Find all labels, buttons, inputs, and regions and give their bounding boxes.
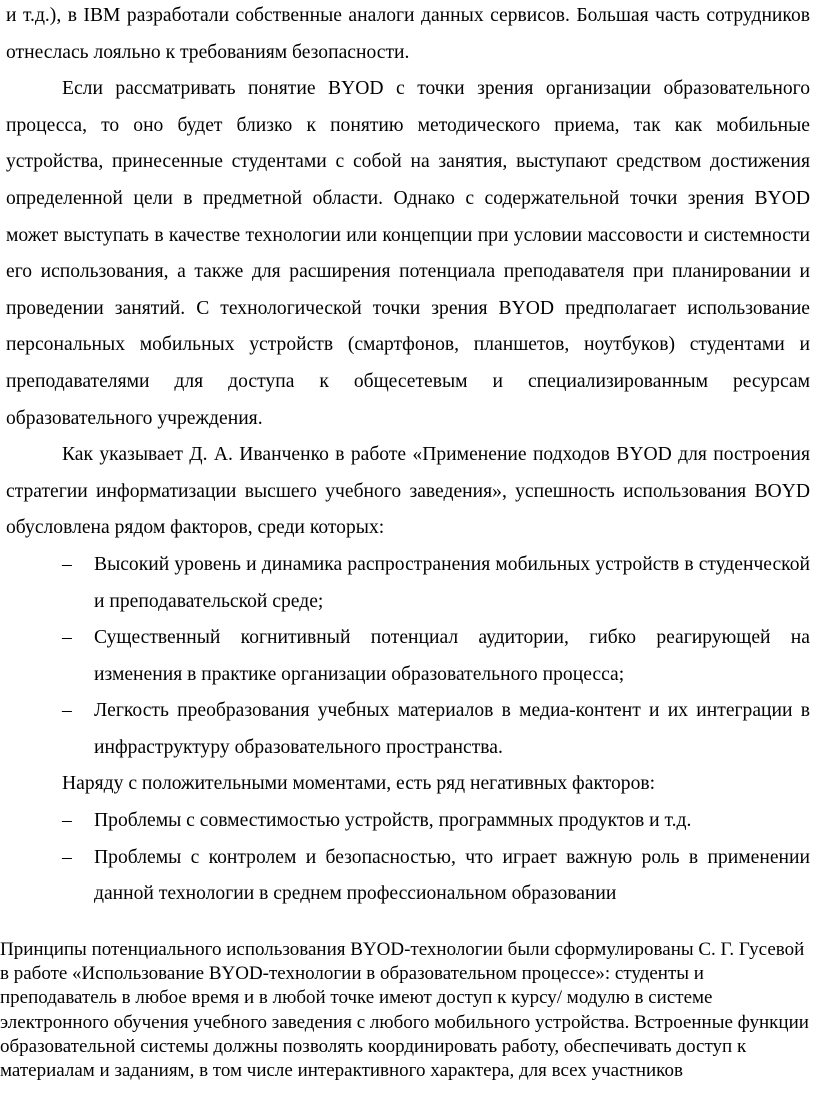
paragraph-ibm-continuation: и т.д.), в IBM разработали собственные аналоги данных сервисов. Большая часть сотрудников отнеслась лояльно к требованиям безопасности. [6, 5, 810, 63]
list-item-text: Проблемы с контролем и безопасностью, что играет важную роль в применении данной технологии в среднем профессиональном образовании [94, 846, 810, 905]
list-item [6, 803, 810, 840]
main-text-block [6, 0, 810, 913]
negative-factors-list [6, 803, 810, 913]
dash-marker: – [62, 846, 72, 868]
positive-factors-list [6, 547, 810, 767]
paragraph-ivanchenko: Как указывает Д. А. Иванченко в работе «Применение подходов BYOD для построения стратегии информатизации высшего учебного заведения», успешность использования BOYD обусловлена рядом факторов, среди которых: [6, 444, 810, 539]
dash-marker: – [62, 700, 72, 722]
paragraph-guseva-principles: Принципы потенциального использования BYOD-технологии были сформулированы С. Г. Гусевой в работе «Использование BYOD-технологии в образовательном процессе»: студенты и преподаватель в любое время и в любой точке имеют доступ к курсу/ модулю в системе электронного обучения учебного заведения с любого мобильного устройства. Встроенные функции образовательной системы должны позволять координировать работу, обеспечивать доступ к материалам и заданиям, в том числе интерактивного характера, для всех участников [0, 939, 809, 1082]
list-item-text: Проблемы с совместимостью устройств, программных продуктов и т.д. [94, 810, 692, 832]
tail-text-block [0, 938, 812, 1083]
dash-marker: – [62, 627, 72, 649]
list-item-text: Высокий уровень и динамика распространения мобильных устройств в студенческой и преподавательской среде; [94, 553, 810, 612]
list-item [6, 693, 810, 766]
list-item [6, 840, 810, 913]
list-item [6, 547, 810, 620]
list-item [6, 620, 810, 693]
dash-marker: – [62, 810, 72, 832]
list-item-text: Существенный когнитивный потенциал аудитории, гибко реагирующей на изменения в практике организации образовательного процесса; [94, 627, 810, 685]
paragraph-negative-intro: Наряду с положительными моментами, есть ряд негативных факторов: [62, 773, 656, 795]
dash-marker: – [62, 553, 72, 575]
paragraph-byod-concept: Если рассматривать понятие BYOD с точки зрения организации образовательного процесса, то оно будет близко к понятию методического приема, так как мобильные устройства, принесенные студентами с собой на занятия, выступают средством достижения определенной цели в предметной области. Однако с содержательной точки зрения BYOD может выступать в качестве технологии или концепции при условии массовости и системности его использования, а также для расширения потенциала преподавателя при планировании и проведении занятий. С технологической точки зрения BYOD предполагает использование персональных мобильных устройств (смартфонов, планшетов, ноутбуков) студентами и преподавателями для доступа к общесетевым и специализированным ресурсам образовательного учреждения. [6, 78, 810, 429]
list-item-text: Легкость преобразования учебных материалов в медиа-контент и их интеграции в инфраструктуру образовательного пространства. [94, 700, 810, 758]
